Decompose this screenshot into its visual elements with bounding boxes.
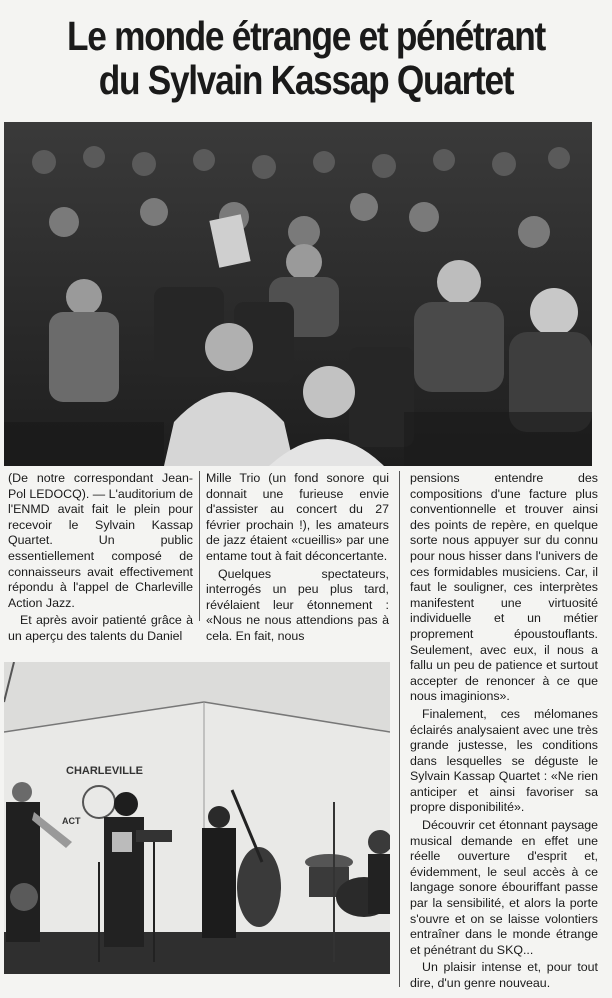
article-paragraph: Et après avoir patienté grâce à un aperçu des talents du Daniel (8, 613, 193, 643)
article-paragraph: Découvrir cet étonnant paysage musical demande en effet une réelle ouverture d'esprit et, évidemment, le seul accès à ce langage sonore ébouriffant passe par la sensibilité, et alors la porte s'ouvre et on se laisse volontiers entraîner dans le monde étrange et pénétrant du SKQ... (410, 818, 598, 957)
banner-sub: ACT (62, 816, 81, 826)
article-paragraph: (De notre correspondant Jean-Pol LEDOCQ). — L'auditorium de l'ENMD avait fait le plein pour recevoir le Sylvain Kassap Quartet. Un public essentiellement composé de connaisseurs avait effectivement répondu à l'appel de Charleville Action Jazz. (8, 471, 193, 610)
concert-photo (4, 662, 390, 974)
audience-photo (4, 122, 592, 466)
article-column-1 (8, 471, 193, 647)
article-paragraph: Un plaisir intense et, pour tout dire, d'un genre nouveau. (410, 960, 598, 990)
article-paragraph: Finalement, ces mélomanes éclairés analysaient avec une très grande justesse, les conditions dans lesquelles se déguste le Sylvain Kassap Quartet : «Ne rien anticiper et ainsi favoriser sa propre disponibilité». (410, 706, 598, 815)
headline-line-1: Le monde étrange et pénétrant (67, 13, 545, 59)
article-paragraph: Quelques spectateurs, interrogés un peu plus tard, révélaient leur étonnement : «Nous ne nous attendions pas à cela. En fait, nous (206, 566, 389, 643)
article-column-2 (206, 471, 389, 647)
headline (43, 14, 569, 102)
article-paragraph: Mille Trio (un fond sonore qui donnait une furieuse envie d'assister au concert du 27 février prochain !), les amateurs de jazz étaient «cueillis» par une entame tout à fait déconcertante. (206, 471, 389, 563)
column-rule (399, 471, 400, 987)
column-rule (199, 471, 200, 621)
banner-text: CHARLEVILLE (66, 765, 143, 777)
headline-line-2: du Sylvain Kassap Quartet (98, 57, 514, 103)
article-column-3 (410, 471, 598, 994)
article-paragraph: pensions entendre des compositions d'une facture plus conventionnelle et trouver ainsi des points de repère, en quelque sorte nous appuyer sur du connu pour nous hisser dans l'univers de ces formidables musiciens. Car, il faut le souligner, ces interprètes manifestent une virtuosité individuelle et un métier proprement époustouflants. Seulement, avec eux, il nous a fallu un peu de patience et surtout accepter de renoncer à ce que nous imaginions». (410, 471, 598, 704)
